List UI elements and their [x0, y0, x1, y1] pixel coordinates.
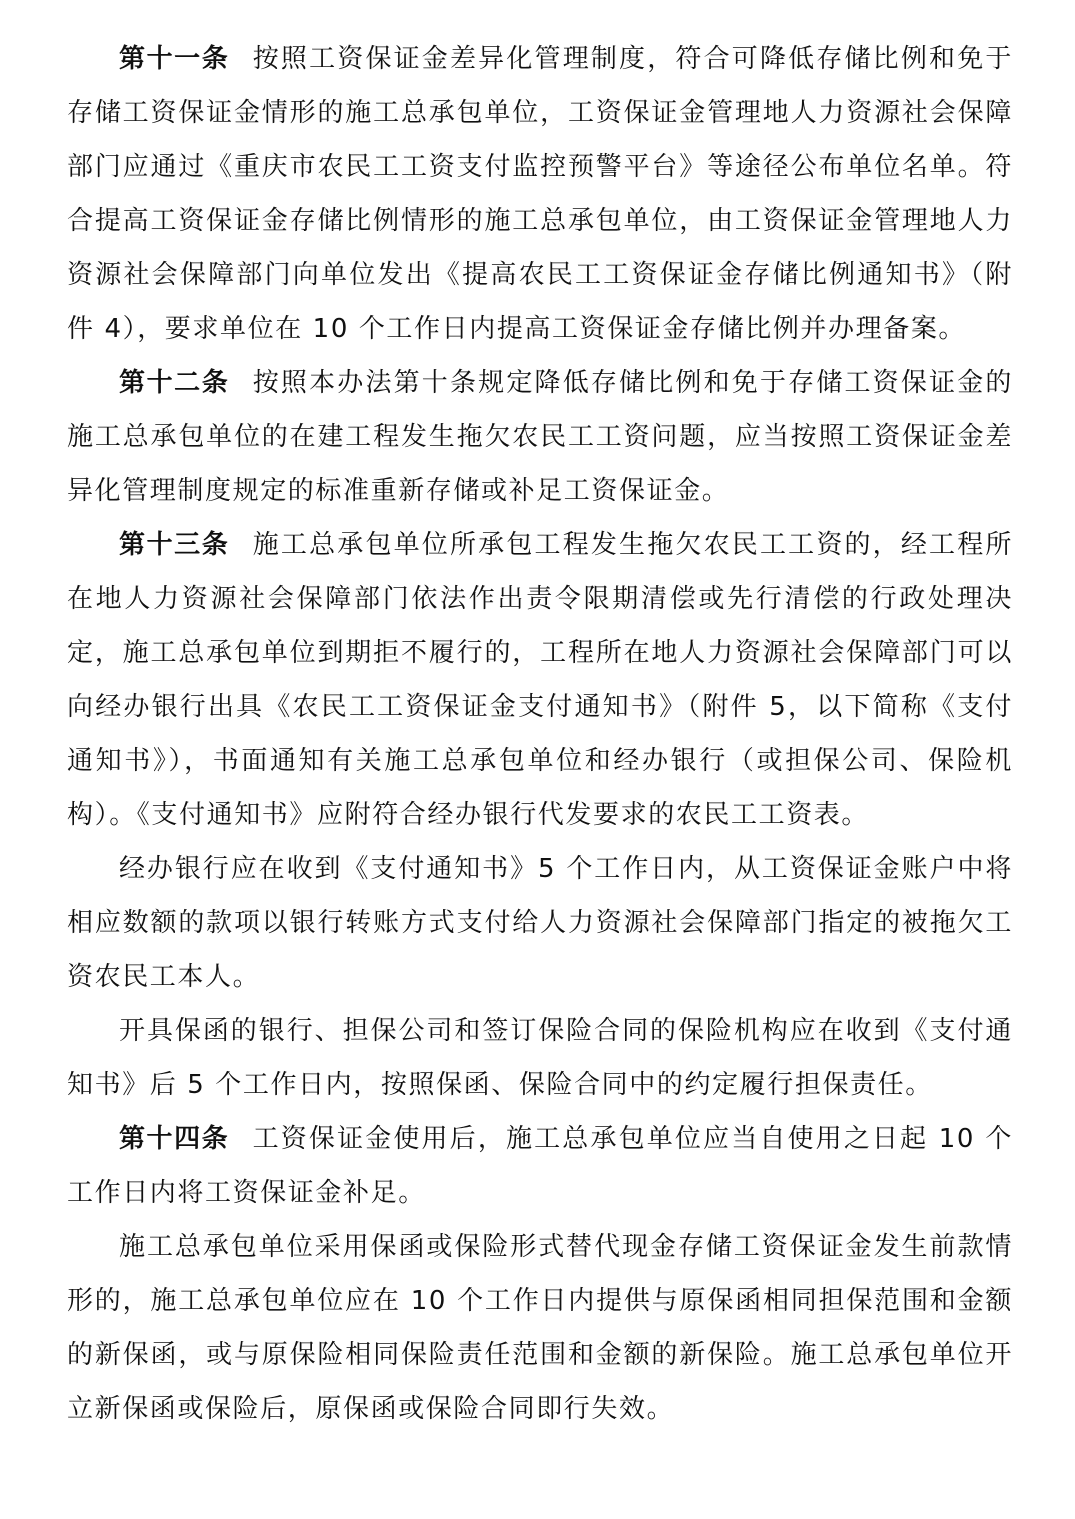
- article-14-replacement-paragraph: [67, 1220, 1013, 1436]
- article-14-paragraph: [67, 1112, 1013, 1220]
- article-12-paragraph: [67, 356, 1013, 518]
- article-13-bank-payment-paragraph: [67, 842, 1013, 1004]
- article-14-replacement-text: 施工总承包单位采用保函或保险形式替代现金存储工资保证金发生前款情形的，施工总承包单位应在 10 个工作日内提供与原保函相同担保范围和金额的新保函，或与原保险相同保险责任范围和金额的新保险。施工总承包单位开立新保函或保险后，原保函或保险合同即行失效。: [67, 1232, 1013, 1424]
- article-12-heading: 第十二条: [119, 368, 230, 398]
- article-11-heading: 第十一条: [119, 44, 230, 74]
- article-13-text: 施工总承包单位所承包工程发生拖欠农民工工资的，经工程所在地人力资源社会保障部门依法作出责令限期清偿或先行清偿的行政处理决定，施工总承包单位到期拒不履行的，工程所在地人力资源社会保障部门可以向经办银行出具《农民工工资保证金支付通知书》（附件 5，以下简称《支付通知书》），书面通知有关施工总承包单位和经办银行（或担保公司、保险机构）。《支付通知书》应附符合经办银行代发要求的农民工工资表。: [67, 530, 1013, 830]
- article-11-text: 按照工资保证金差异化管理制度，符合可降低存储比例和免于存储工资保证金情形的施工总承包单位，工资保证金管理地人力资源社会保障部门应通过《重庆市农民工工资支付监控预警平台》等途径公布单位名单。符合提高工资保证金存储比例情形的施工总承包单位，由工资保证金管理地人力资源社会保障部门向单位发出《提高农民工工资保证金存储比例通知书》（附件 4），要求单位在 10 个工作日内提高工资保证金存储比例并办理备案。: [67, 44, 1013, 344]
- article-13-heading: 第十三条: [119, 530, 230, 560]
- article-13-guarantee-text: 开具保函的银行、担保公司和签订保险合同的保险机构应在收到《支付通知书》后 5 个工作日内，按照保函、保险合同中的约定履行担保责任。: [67, 1016, 1013, 1100]
- article-13-guarantee-paragraph: [67, 1004, 1013, 1112]
- document-page: [67, 32, 1013, 1436]
- article-14-heading: 第十四条: [119, 1124, 230, 1154]
- article-12-text: 按照本办法第十条规定降低存储比例和免于存储工资保证金的施工总承包单位的在建工程发生拖欠农民工工资问题，应当按照工资保证金差异化管理制度规定的标准重新存储或补足工资保证金。: [67, 368, 1013, 506]
- article-13-bank-payment-text: 经办银行应在收到《支付通知书》5 个工作日内，从工资保证金账户中将相应数额的款项以银行转账方式支付给人力资源社会保障部门指定的被拖欠工资农民工本人。: [67, 854, 1013, 992]
- article-13-paragraph: [67, 518, 1013, 842]
- article-11-paragraph: [67, 32, 1013, 356]
- article-14-text: 工资保证金使用后，施工总承包单位应当自使用之日起 10 个工作日内将工资保证金补足。: [67, 1124, 1013, 1208]
